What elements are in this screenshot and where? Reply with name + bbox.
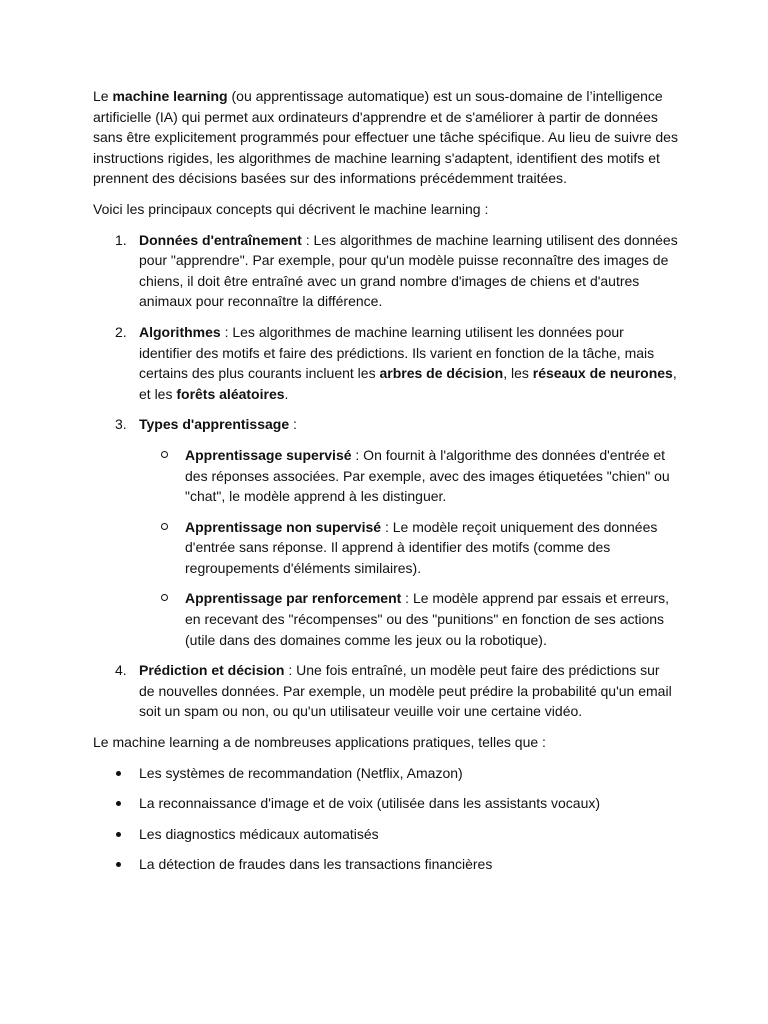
concept-item-learning-types	[93, 414, 679, 650]
list-number: 2.	[115, 323, 127, 340]
sub-item-text: : Le modèle reçoit uniquement des données d'entrée sans réponse. Il apprend à identifier des motifs (comme des regroupements d'éléments similaires).	[185, 518, 658, 576]
bullet-icon	[116, 771, 121, 776]
concept-title: Données d'entraînement	[139, 231, 302, 248]
sub-item-text: : On fournit à l'algorithme des données d'entrée et des réponses associées. Par exemple, avec des images étiquetées "chien" ou "chat", le modèle apprend à les distinguer.	[185, 446, 670, 505]
concept-text: : Une fois entraîné, un modèle peut faire des prédictions sur de nouvelles données. Par exemple, un modèle peut prédire la probabilité qu'un email soit un spam ou non, ou qu'un utilisateur veuille voir une certaine vidéo.	[139, 662, 672, 720]
list-number: 1.	[115, 231, 127, 248]
applications-intro: Le machine learning a de nombreuses applications pratiques, telles que :	[93, 734, 546, 751]
concepts-intro: Voici les principaux concepts qui décrivent le machine learning :	[93, 200, 489, 217]
concept-text: : Les algorithmes de machine learning utilisent des données pour "apprendre". Par exemple, pour qu'un modèle puisse reconnaître des images de chiens, il doit être entraîné avec un grand nombre d'images de chiens et d'autres animaux pour reconnaître la différence.	[139, 231, 678, 310]
intro-paragraph	[93, 86, 679, 189]
list-item	[93, 763, 679, 784]
sub-item-reinforcement	[139, 588, 679, 650]
sub-item-title: Apprentissage par renforcement	[185, 590, 402, 607]
intro-prefix: Le	[93, 88, 113, 104]
application-text: La détection de fraudes dans les transactions financières	[139, 856, 493, 873]
concepts-list	[93, 230, 679, 722]
applications-list	[93, 763, 679, 875]
intro-text: (ou apprentissage automatique) est un sous-domaine de l’intelligence artificielle (IA) qui permet aux ordinateurs d'apprendre et de s'améliorer à partir de données sans être explicitement programmés pour effectuer une tâche spécifique. Au lieu de suivre des instructions rigides, les algorithmes de machine learning s'adaptent, identifient des motifs et prennent des décisions basées sur des informations précédemment traitées.	[93, 88, 678, 187]
concept-title: Prédiction et décision	[139, 662, 285, 679]
term-random-forests: forêts aléatoires	[176, 385, 285, 402]
concept-item-training-data	[93, 230, 679, 312]
concept-text: :	[289, 416, 297, 433]
concept-title: Algorithmes	[139, 323, 221, 340]
list-number: 3.	[115, 416, 127, 433]
learning-types-list	[139, 445, 679, 650]
list-item	[93, 824, 679, 845]
list-item	[93, 854, 679, 875]
document-body	[93, 86, 679, 885]
concept-text: : Les algorithmes de machine learning utilisent les données pour identifier des motifs et faire des prédictions. Ils varient en fonction de la tâche, mais certains des plus courants incluent les	[139, 323, 655, 382]
concept-item-prediction	[93, 660, 679, 722]
separator: , les	[503, 365, 533, 382]
concept-item-algorithms	[93, 322, 679, 404]
list-item	[93, 793, 679, 814]
circle-bullet-icon	[161, 451, 168, 458]
term-decision-trees: arbres de décision	[379, 365, 504, 382]
sub-item-supervised	[139, 445, 679, 507]
separator: , et les	[139, 365, 677, 402]
sentence-end: .	[284, 385, 289, 402]
term-neural-networks: réseaux de neurones	[532, 365, 673, 382]
bullet-icon	[116, 862, 121, 867]
application-text: Les systèmes de recommandation (Netflix, Amazon)	[139, 764, 463, 781]
circle-bullet-icon	[161, 523, 168, 530]
list-number: 4.	[115, 662, 127, 679]
bullet-icon	[116, 832, 121, 837]
sub-item-unsupervised	[139, 517, 679, 579]
circle-bullet-icon	[161, 594, 168, 601]
sub-item-title: Apprentissage non supervisé	[185, 518, 382, 535]
bullet-icon	[116, 801, 121, 806]
sub-item-text: : Le modèle apprend par essais et erreurs, en recevant des "récompenses" ou des "punitions" en fonction de ses actions (utile dans des domaines comme les jeux ou la robotique).	[185, 590, 669, 648]
intro-term: machine learning	[112, 88, 228, 104]
application-text: La reconnaissance d'image et de voix (utilisée dans les assistants vocaux)	[139, 795, 601, 812]
sub-item-title: Apprentissage supervisé	[185, 446, 352, 463]
concept-title: Types d'apprentissage	[139, 416, 290, 433]
application-text: Les diagnostics médicaux automatisés	[139, 825, 379, 842]
